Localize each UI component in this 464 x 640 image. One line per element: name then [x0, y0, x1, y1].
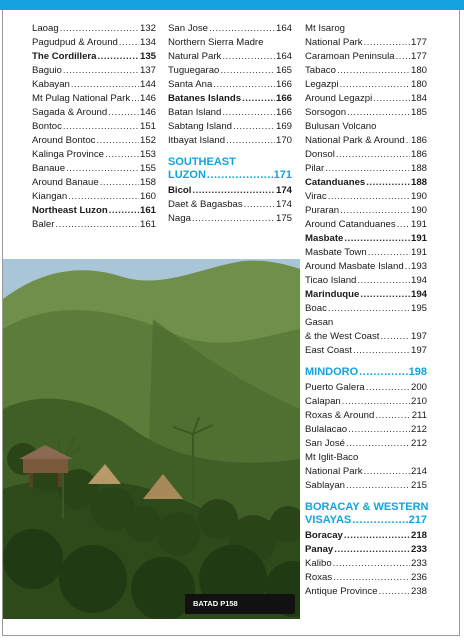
toc-column-2	[168, 22, 292, 226]
dot-leader	[98, 50, 139, 64]
toc-entry-roxas-around[interactable]	[305, 409, 427, 423]
dot-leader	[220, 64, 275, 78]
toc-entry-title: Sorsogon	[305, 107, 347, 118]
dot-leader	[60, 22, 139, 36]
dot-leader	[364, 465, 410, 479]
toc-entry-page: 160	[139, 191, 156, 202]
dot-leader	[397, 218, 410, 232]
toc-list-boracay	[305, 529, 427, 599]
toc-entry-page: 195	[410, 303, 427, 314]
toc-entry-around-bontoc[interactable]	[32, 134, 156, 148]
dot-leader	[346, 479, 410, 493]
toc-entry-title: Pagudpud & Around	[32, 37, 118, 48]
dot-leader	[366, 176, 410, 190]
toc-entry-title: Puraran	[305, 205, 340, 216]
dot-leader	[55, 218, 139, 232]
toc-entry-title-line-2	[305, 134, 427, 148]
toc-entry-page: 186	[410, 135, 427, 146]
toc-entry-bulalacao[interactable]	[305, 423, 427, 437]
toc-entry-page: 137	[139, 65, 156, 76]
toc-entry-roxas[interactable]	[305, 571, 427, 585]
toc-column-3	[305, 22, 427, 599]
toc-entry-page: 166	[275, 93, 292, 104]
toc-entry-title: San José	[305, 438, 346, 449]
toc-entry-title: Santa Ana	[168, 79, 213, 90]
dot-leader	[328, 190, 410, 204]
toc-entry-title-line-2	[305, 330, 427, 344]
toc-entry-title: Catanduanes	[305, 177, 366, 188]
toc-entry-sabtang-island[interactable]	[168, 120, 292, 134]
toc-entry-page: 171	[273, 169, 292, 181]
toc-entry-page: 174	[275, 185, 292, 196]
toc-entry-page: 165	[275, 65, 292, 76]
dot-leader	[192, 184, 275, 198]
toc-entry-puerto-galera[interactable]	[305, 381, 427, 395]
landscape-illustration	[3, 259, 300, 619]
batad-photo	[3, 259, 300, 619]
toc-entry-title-line: Mt Isarog	[305, 23, 345, 34]
toc-entry-baler[interactable]	[32, 218, 156, 232]
toc-entry-page: 177	[410, 51, 427, 62]
toc-entry-page: 180	[410, 79, 427, 90]
toc-entry-title: Mt Pulag National Park	[32, 93, 131, 104]
dot-leader	[222, 106, 275, 120]
toc-entry-around-catanduanes[interactable]	[305, 218, 427, 232]
dot-leader	[192, 212, 275, 226]
toc-entry-page: 155	[139, 163, 156, 174]
toc-entry-title: Panay	[305, 544, 334, 555]
toc-entry-panay[interactable]	[305, 543, 427, 557]
toc-entry-page: 174	[275, 199, 292, 210]
dot-leader	[244, 198, 275, 212]
toc-entry-boac[interactable]	[305, 302, 427, 316]
toc-entry-page: 186	[410, 149, 427, 160]
toc-entry-page: 184	[410, 93, 427, 104]
toc-entry-northeast-luzon[interactable]	[32, 204, 156, 218]
toc-entry-boracay[interactable]	[305, 529, 427, 543]
toc-list-southeast	[168, 184, 292, 226]
dot-leader	[334, 543, 410, 557]
dot-leader	[333, 571, 410, 585]
toc-entry-page: 194	[410, 289, 427, 300]
toc-entry-itbayat-island[interactable]	[168, 134, 292, 148]
toc-entry-title: Northeast Luzon	[32, 205, 108, 216]
toc-entry-northern-sierra-madre-natural-park[interactable]	[168, 36, 292, 64]
toc-entry-page: 233	[410, 558, 427, 569]
toc-entry-mt-pulag-national-park[interactable]	[32, 92, 156, 106]
toc-entry-page: 188	[410, 163, 427, 174]
toc-entry-legazpi[interactable]	[305, 78, 427, 92]
toc-entry-title: Tuguegarao	[168, 65, 220, 76]
toc-entry-page: 217	[408, 514, 427, 526]
toc-entry-page: 146	[139, 93, 156, 104]
toc-entry-page: 177	[410, 37, 427, 48]
toc-entry-title: Boracay	[305, 530, 343, 541]
toc-entry-page: 151	[139, 121, 156, 132]
toc-entry-title: Naga	[168, 213, 191, 224]
toc-entry-title: Kabayan	[32, 79, 70, 90]
toc-entry-gasan-the-west-coast[interactable]	[305, 316, 427, 344]
toc-entry-title: Around Legazpi	[305, 93, 373, 104]
toc-entry-antique-province[interactable]	[305, 585, 427, 599]
toc-entry-title: Bontoc	[32, 121, 62, 132]
toc-entry-title: Pilar	[305, 163, 325, 174]
toc-entry-page: 134	[139, 37, 156, 48]
dot-leader	[66, 162, 139, 176]
toc-entry-title: VISAYAS	[305, 514, 352, 526]
dot-leader	[328, 302, 410, 316]
toc-entry-title-line: BORACAY & WESTERN	[305, 501, 429, 513]
dot-leader	[340, 78, 410, 92]
toc-entry-tabaco[interactable]	[305, 64, 427, 78]
toc-entry-page: 238	[410, 586, 427, 597]
dot-leader	[359, 366, 407, 379]
toc-entry-mt-isarog-national-park[interactable]	[305, 22, 427, 50]
dot-leader	[406, 134, 410, 148]
toc-entry-title: Baler	[32, 219, 55, 230]
dot-leader	[366, 381, 410, 395]
dot-leader	[100, 176, 139, 190]
toc-entry-title: Boac	[305, 303, 327, 314]
toc-entry-page: 193	[410, 261, 427, 272]
toc-entry-east-coast[interactable]	[305, 344, 427, 358]
toc-entry-title: Batanes Islands	[168, 93, 242, 104]
dot-leader	[109, 204, 139, 218]
dot-leader	[242, 92, 275, 106]
toc-entry-page: 169	[275, 121, 292, 132]
toc-entry-title: Caramoan Peninsula	[305, 51, 395, 62]
dot-leader	[325, 162, 410, 176]
dot-leader	[337, 64, 410, 78]
dot-leader	[368, 246, 410, 260]
toc-entry-title: Around Masbate Island	[305, 261, 404, 272]
toc-entry-title-line: Mt Iglit-Baco	[305, 452, 359, 463]
toc-entry-ticao-island[interactable]	[305, 274, 427, 288]
section-heading-boracay[interactable]	[305, 501, 427, 527]
dot-leader	[396, 50, 410, 64]
toc-entry-title: Masbate	[305, 233, 344, 244]
toc-entry-daet-bagasbas[interactable]	[168, 198, 292, 212]
toc-entry-title: Roxas & Around	[305, 410, 375, 421]
toc-entry-page: 200	[410, 382, 427, 393]
toc-entry-sagada-around[interactable]	[32, 106, 156, 120]
dot-leader	[344, 529, 410, 543]
dot-leader	[131, 92, 139, 106]
dot-leader	[357, 274, 410, 288]
toc-entry-title: Bicol	[168, 185, 192, 196]
toc-entry-page: 188	[410, 177, 427, 188]
toc-entry-page: 211	[411, 410, 427, 421]
dot-leader	[344, 232, 410, 246]
dot-leader	[360, 288, 410, 302]
toc-entry-san-jos[interactable]	[305, 437, 427, 451]
dot-leader	[233, 120, 275, 134]
section-heading-mindoro[interactable]	[305, 366, 427, 379]
toc-entry-title: Around Bontoc	[32, 135, 96, 146]
dot-leader	[222, 50, 275, 64]
dot-leader	[379, 585, 410, 599]
toc-entry-page: 170	[275, 135, 292, 146]
toc-entry-catanduanes[interactable]	[305, 176, 427, 190]
toc-entry-southeast-luzon[interactable]	[168, 156, 292, 182]
toc-entry-marinduque[interactable]	[305, 288, 427, 302]
dot-leader	[336, 148, 410, 162]
dot-leader	[346, 437, 410, 451]
toc-entry-page: 164	[275, 23, 292, 34]
toc-entry-virac[interactable]	[305, 190, 427, 204]
toc-entry-title: Around Banaue	[32, 177, 99, 188]
toc-entry-title: Ticao Island	[305, 275, 357, 286]
toc-entry-title: Sabtang Island	[168, 121, 233, 132]
toc-entry-pilar[interactable]	[305, 162, 427, 176]
toc-entry-title-line: Bulusan Volcano	[305, 121, 377, 132]
toc-entry-title-line-2	[305, 36, 427, 50]
toc-entry-masbate-town[interactable]	[305, 246, 427, 260]
toc-entry-title: Virac	[305, 191, 327, 202]
toc-entry-page: 180	[410, 65, 427, 76]
toc-entry-title: Tabaco	[305, 65, 336, 76]
toc-entry-title: San Jose	[168, 23, 209, 34]
dot-leader	[63, 64, 139, 78]
dot-leader	[63, 120, 139, 134]
toc-entry-title-line: Northern Sierra Madre	[168, 37, 264, 48]
toc-entry-title-line-2	[305, 514, 427, 527]
toc-entry-title-line: SOUTHEAST	[168, 156, 236, 168]
toc-entry-title: Around Catanduanes	[305, 219, 396, 230]
toc-entry-title: Masbate Town	[305, 247, 367, 258]
toc-entry-page: 212	[410, 424, 427, 435]
dot-leader	[364, 36, 410, 50]
dot-leader	[105, 148, 139, 162]
toc-entry-title: National Park & Around	[305, 135, 405, 146]
toc-entry-mindoro[interactable]	[305, 366, 427, 379]
toc-entry-calapan[interactable]	[305, 395, 427, 409]
toc-entry-kabayan[interactable]	[32, 78, 156, 92]
toc-list-northeast	[168, 22, 292, 148]
toc-entry-title: Itbayat Island	[168, 135, 226, 146]
dot-leader	[375, 409, 410, 423]
toc-entry-page: 161	[139, 205, 156, 216]
toc-list-mindoro	[305, 381, 427, 493]
toc-entry-caramoan-peninsula[interactable]	[305, 50, 427, 64]
toc-entry-title: Batan Island	[168, 107, 222, 118]
dot-leader	[108, 106, 139, 120]
toc-entry-sablayan[interactable]	[305, 479, 427, 493]
toc-entry-bontoc[interactable]	[32, 120, 156, 134]
dot-leader	[96, 134, 139, 148]
toc-entry-boracay-western-visayas[interactable]	[305, 501, 427, 527]
toc-entry-title: Daet & Bagasbas	[168, 199, 243, 210]
toc-entry-title: MINDORO	[305, 366, 359, 378]
toc-entry-pagudpud-around[interactable]	[32, 36, 156, 50]
toc-entry-title-line-2	[168, 169, 292, 182]
toc-entry-title: Sablayan	[305, 480, 346, 491]
toc-entry-page: 135	[139, 51, 156, 62]
dot-leader	[226, 134, 275, 148]
toc-entry-page: 214	[410, 466, 427, 477]
toc-entry-page: 132	[139, 23, 156, 34]
toc-entry-around-masbate-island[interactable]	[305, 260, 427, 274]
toc-entry-puraran[interactable]	[305, 204, 427, 218]
section-heading-southeast-luzon[interactable]	[168, 156, 292, 182]
toc-entry-page: 191	[410, 247, 427, 258]
toc-entry-title: LUZON	[168, 169, 206, 181]
toc-entry-bicol[interactable]	[168, 184, 292, 198]
toc-entry-title: Bulalacao	[305, 424, 348, 435]
toc-entry-around-legazpi[interactable]	[305, 92, 427, 106]
toc-entry-page: 233	[410, 544, 427, 555]
toc-entry-page: 185	[410, 107, 427, 118]
dot-leader	[405, 260, 410, 274]
toc-entry-page: 146	[139, 107, 156, 118]
toc-column-1	[32, 22, 156, 232]
toc-entry-page: 175	[275, 213, 292, 224]
dot-leader	[207, 169, 273, 182]
toc-entry-title: Antique Province	[305, 586, 378, 597]
toc-entry-mt-iglit-baco-national-park[interactable]	[305, 451, 427, 479]
toc-entry-baguio[interactable]	[32, 64, 156, 78]
dot-leader	[342, 395, 410, 409]
toc-entry-title: Baguio	[32, 65, 62, 76]
toc-entry-title: Banaue	[32, 163, 66, 174]
dot-leader	[213, 78, 275, 92]
toc-entry-title-line: Gasan	[305, 317, 334, 328]
toc-entry-title: East Coast	[305, 345, 352, 356]
toc-entry-naga[interactable]	[168, 212, 292, 226]
toc-entry-title: Laoag	[32, 23, 59, 34]
toc-entry-santa-ana[interactable]	[168, 78, 292, 92]
dot-leader	[119, 36, 139, 50]
toc-entry-title-line-2	[305, 465, 427, 479]
toc-entry-around-banaue[interactable]	[32, 176, 156, 190]
toc-entry-page: 166	[275, 79, 292, 90]
toc-entry-page: 236	[410, 572, 427, 583]
toc-entry-donsol[interactable]	[305, 148, 427, 162]
toc-entry-banaue[interactable]	[32, 162, 156, 176]
toc-entry-batan-island[interactable]	[168, 106, 292, 120]
toc-entry-title: Kalinga Province	[32, 149, 104, 160]
toc-entry-title: Donsol	[305, 149, 335, 160]
toc-entry-page: 218	[410, 530, 427, 541]
toc-entry-page: 190	[410, 205, 427, 216]
toc-entry-title-line-2	[168, 50, 292, 64]
toc-entry-title: Kalibo	[305, 558, 332, 569]
toc-entry-page: 191	[410, 219, 427, 230]
toc-entry-page: 212	[410, 438, 427, 449]
toc-entry-kalibo[interactable]	[305, 557, 427, 571]
toc-entry-page: 152	[139, 135, 156, 146]
toc-entry-title: Roxas	[305, 572, 333, 583]
toc-entry-title: Legazpi	[305, 79, 339, 90]
toc-entry-page: 161	[139, 219, 156, 230]
dot-leader	[352, 514, 407, 527]
toc-entry-page: 210	[410, 396, 427, 407]
toc-entry-title: Calapan	[305, 396, 341, 407]
toc-entry-title: National Park	[305, 466, 363, 477]
toc-entry-title: & the West Coast	[305, 331, 380, 342]
dot-leader	[353, 344, 410, 358]
dot-leader	[380, 330, 410, 344]
photo-caption: BATAD P158	[185, 594, 295, 614]
toc-entry-title: The Cordillera	[32, 51, 97, 62]
toc-entry-page: 144	[139, 79, 156, 90]
toc-entry-tuguegarao[interactable]	[168, 64, 292, 78]
dot-leader	[347, 106, 410, 120]
toc-entry-title: Natural Park	[168, 51, 222, 62]
toc-entry-kiangan[interactable]	[32, 190, 156, 204]
toc-entry-title: Sagada & Around	[32, 107, 108, 118]
toc-entry-page: 197	[410, 331, 427, 342]
toc-entry-page: 194	[410, 275, 427, 286]
toc-entry-page: 190	[410, 191, 427, 202]
toc-entry-page: 198	[408, 366, 427, 378]
dot-leader	[71, 78, 139, 92]
toc-entry-page: 164	[275, 51, 292, 62]
toc-list-bicol	[305, 22, 427, 358]
toc-entry-title: Kiangan	[32, 191, 68, 202]
toc-entry-san-jose[interactable]	[168, 22, 292, 36]
toc-entry-kalinga-province[interactable]	[32, 148, 156, 162]
dot-leader	[340, 204, 410, 218]
dot-leader	[68, 190, 139, 204]
toc-entry-page: 215	[410, 480, 427, 491]
toc-entry-sorsogon[interactable]	[305, 106, 427, 120]
dot-leader	[209, 22, 275, 36]
dot-leader	[373, 92, 410, 106]
toc-entry-page: 166	[275, 107, 292, 118]
dot-leader	[333, 557, 410, 571]
toc-entry-page: 191	[410, 233, 427, 244]
dot-leader	[348, 423, 410, 437]
toc-entry-page: 158	[139, 177, 156, 188]
toc-entry-title: Marinduque	[305, 289, 360, 300]
toc-entry-batanes-islands[interactable]	[168, 92, 292, 106]
toc-entry-the-cordillera[interactable]	[32, 50, 156, 64]
toc-entry-title: National Park	[305, 37, 363, 48]
toc-entry-masbate[interactable]	[305, 232, 427, 246]
toc-entry-title: Puerto Galera	[305, 382, 365, 393]
top-accent-bar	[0, 0, 464, 10]
toc-entry-laoag[interactable]	[32, 22, 156, 36]
toc-entry-page: 153	[139, 149, 156, 160]
toc-entry-page: 197	[410, 345, 427, 356]
toc-entry-bulusan-volcano-national-park-around[interactable]	[305, 120, 427, 148]
